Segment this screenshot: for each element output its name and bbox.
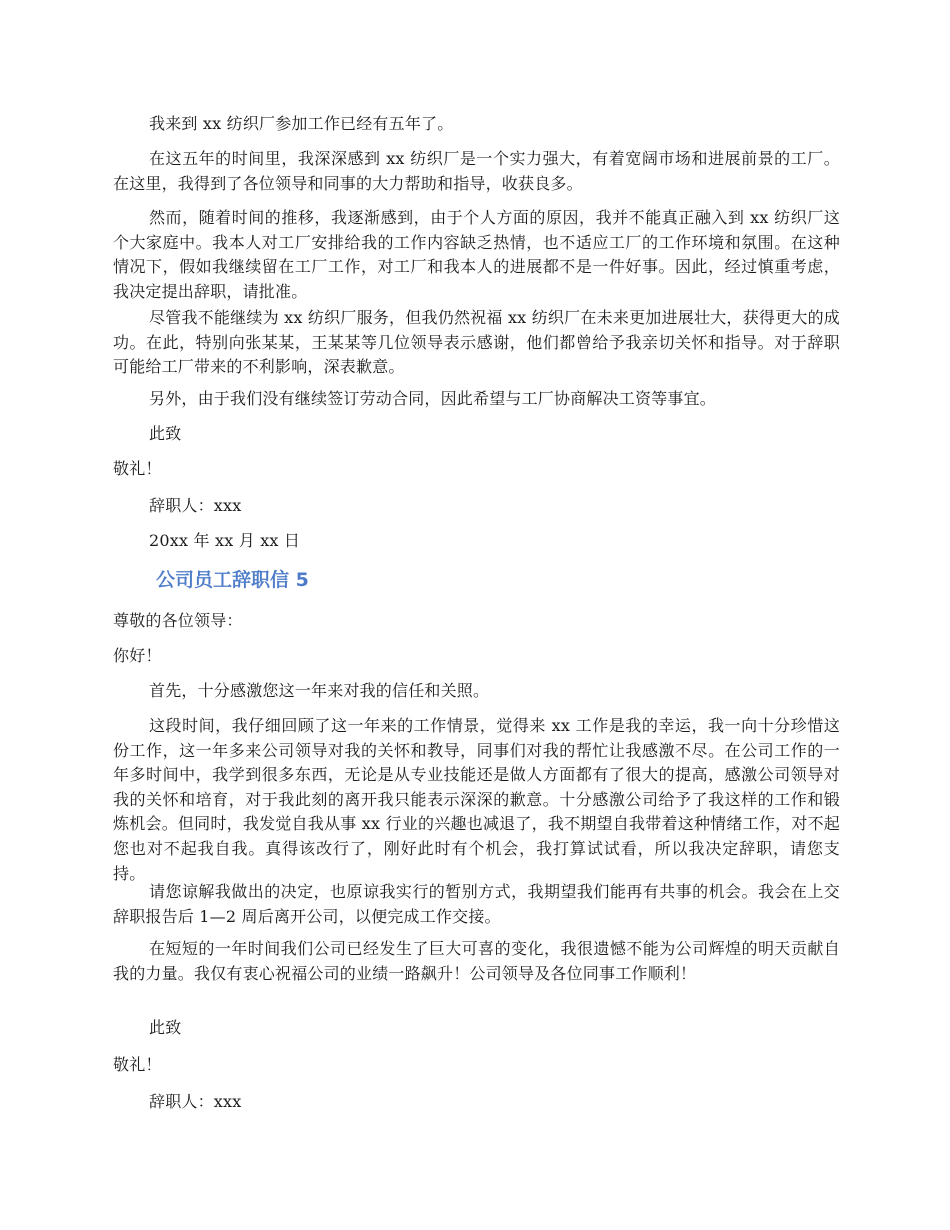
letter4-paragraph-4: 尽管我不能继续为 xx 纺织厂服务，但我仍然祝福 xx 纺织厂在未来更加进展壮大，获得更大的成功。在此，特别向张某某，王某某等几位领导表示感谢，他们都曾给予我亲切关怀和指导。对于辞职可能给工厂带来的不利影响，深表歉意。 bbox=[113, 308, 840, 377]
letter4-paragraph-1: 我来到 xx 纺织厂参加工作已经有五年了。 bbox=[149, 114, 454, 133]
letter5-closing: 此致 bbox=[149, 1018, 182, 1037]
letter4-paragraph-3: 然而，随着时间的推移，我逐渐感到，由于个人方面的原因，我并不能真正融入到 xx 纺织厂这个大家庭中。我本人对工厂安排给我的工作内容缺乏热情，也不适应工厂的工作环境和氛围。在这种情况下，假如我继续留在工厂工作，对工厂和我本人的进展都不是一件好事。因此，经过慎重考虑，我决定提出辞职，请批准。 bbox=[113, 208, 840, 301]
letter4-paragraph-2: 在这五年的时间里，我深深感到 xx 纺织厂是一个实力强大，有着宽阔市场和进展前景的工厂。在这里，我得到了各位领导和同事的大力帮助和指导，收获良多。 bbox=[113, 149, 840, 193]
letter5-signer: 辞职人：xxx bbox=[149, 1092, 242, 1111]
letter4-closing: 此致 bbox=[149, 424, 182, 443]
letter5-paragraph-1: 首先，十分感激您这一年来对我的信任和关照。 bbox=[149, 681, 490, 700]
letter5-salute: 敬礼！ bbox=[113, 1055, 162, 1074]
letter5-paragraph-3: 请您谅解我做出的决定，也原谅我实行的暂别方式，我期望我们能再有共事的机会。我会在上交辞职报告后 1—2 周后离开公司，以便完成工作交接。 bbox=[113, 882, 840, 926]
letter5-greeting: 尊敬的各位领导： bbox=[113, 611, 243, 630]
letter5-paragraph-2: 这段时间，我仔细回顾了这一年来的工作情景，觉得来 xx 工作是我的幸运，我一向十分珍惜这份工作，这一年多来公司领导对我的关怀和教导，同事们对我的帮忙让我感激不尽。在公司工作的一年多时间中，我学到很多东西，无论是从专业技能还是做人方面都有了很大的提高，感激公司领导对我的关怀和培育，对于我此刻的离开我只能表示深深的歉意。十分感激公司给予了我这样的工作和锻炼机会。但同时，我发觉自我从事 xx 行业的兴趣也减退了，我不期望自我带着这种情绪工作，对不起您也对不起我自我。真得该改行了，刚好此时有个机会，我打算试试看，所以我决定辞职，请您支持。 bbox=[113, 716, 840, 883]
letter5-hello: 你好！ bbox=[113, 646, 162, 665]
letter4-signer: 辞职人：xxx bbox=[149, 496, 242, 515]
letter4-paragraph-5: 另外，由于我们没有继续签订劳动合同，因此希望与工厂协商解决工资等事宜。 bbox=[149, 389, 717, 408]
letter5-paragraph-4: 在短短的一年时间我们公司已经发生了巨大可喜的变化，我很遗憾不能为公司辉煌的明天贡献自我的力量。我仅有衷心祝福公司的业绩一路飙升！公司领导及各位同事工作顺利！ bbox=[113, 939, 840, 983]
letter4-date: 20xx 年 xx 月 xx 日 bbox=[149, 531, 301, 550]
section-title: 公司员工辞职信 5 bbox=[156, 569, 309, 591]
letter4-salute: 敬礼！ bbox=[113, 459, 162, 478]
